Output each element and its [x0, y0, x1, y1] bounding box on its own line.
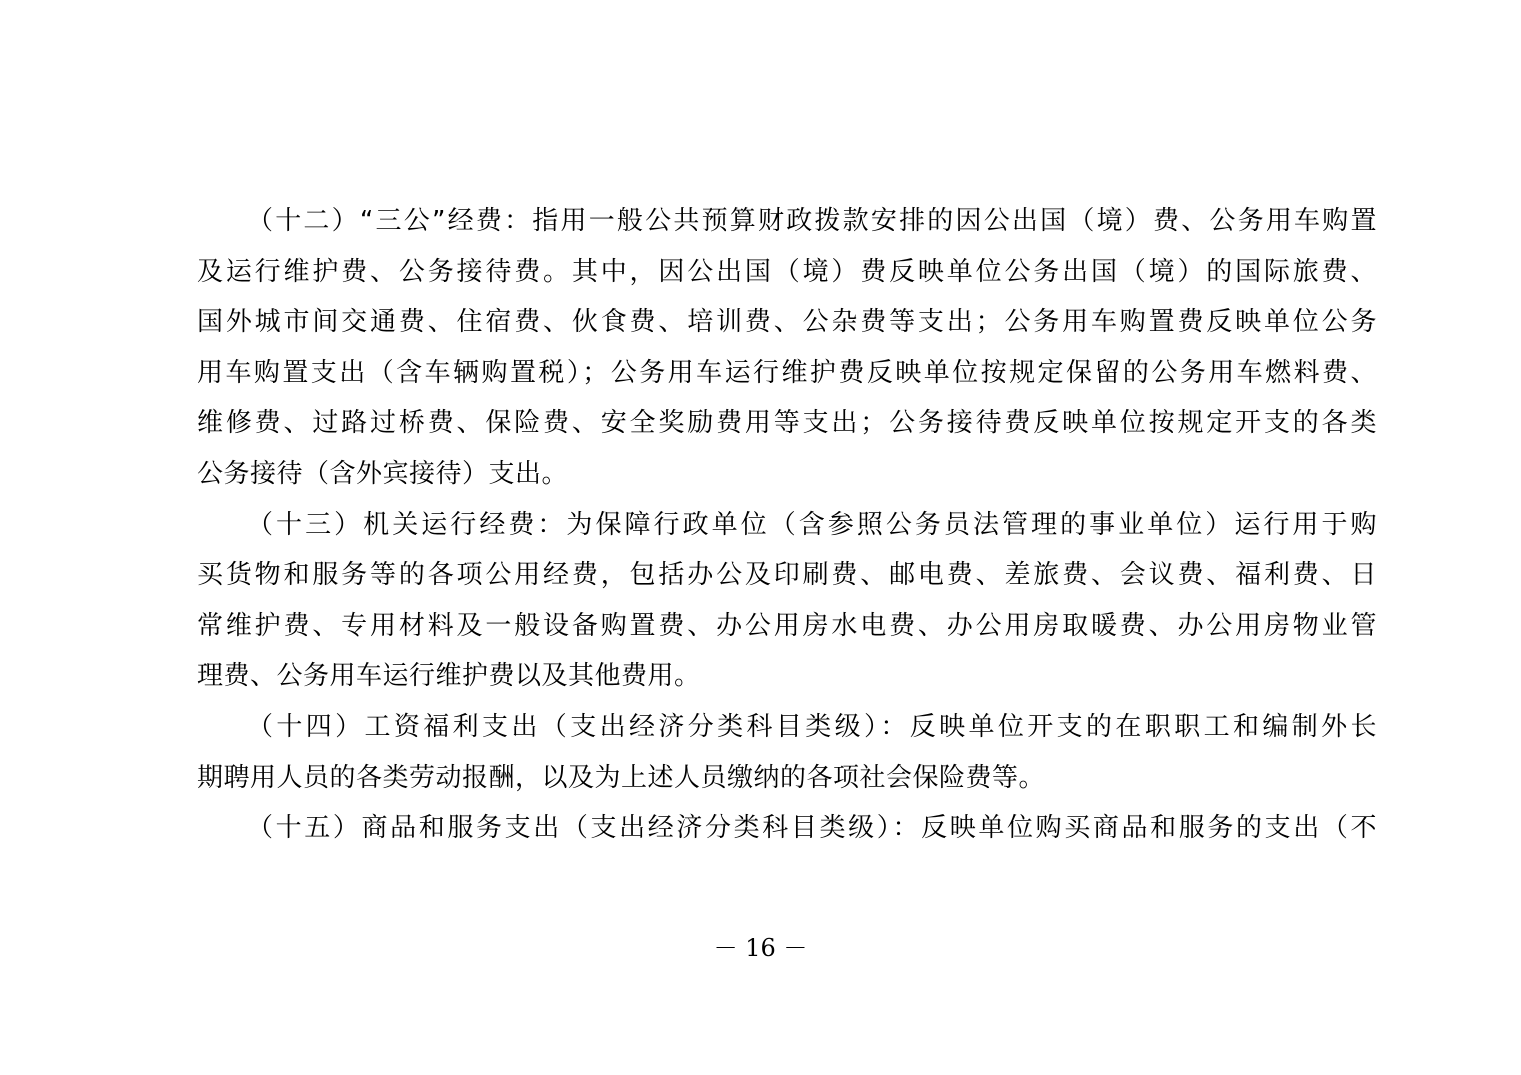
text-line: （十二）“三公”经费：指用一般公共预算财政拨款安排的因公出国（境）费、公务用车购置: [247, 206, 1377, 236]
text-line: 用车购置支出（含车辆购置税）；公务用车运行维护费反映单位按规定保留的公务用车燃料费、: [197, 357, 1377, 388]
text-line: 维修费、过路过桥费、保险费、安全奖励费用等支出；公务接待费反映单位按规定开支的各类: [197, 408, 1377, 439]
text-line: 国外城市间交通费、住宿费、伙食费、培训费、公杂费等支出；公务用车购置费反映单位公务: [197, 307, 1377, 338]
text-line: 买货物和服务等的各项公用经费，包括办公及印刷费、邮电费、差旅费、会议费、福利费、日: [197, 560, 1377, 591]
text-line: 及运行维护费、公务接待费。其中，因公出国（境）费反映单位公务出国（境）的国际旅费、: [197, 256, 1377, 287]
text-line: 理费、公务用车运行维护费以及其他费用。: [197, 661, 701, 692]
document-body: [197, 196, 1377, 854]
text-line: （十五）商品和服务支出（支出经济分类科目类级）：反映单位购买商品和服务的支出（不: [247, 813, 1377, 844]
text-line: （十三）机关运行经费：为保障行政单位（含参照公务员法管理的事业单位）运行用于购: [247, 509, 1377, 540]
text-line: 公务接待（含外宾接待）支出。: [197, 458, 569, 489]
text-line: （十四）工资福利支出（支出经济分类科目类级）：反映单位开支的在职职工和编制外长: [247, 711, 1377, 742]
page-number: － 16 －: [713, 934, 808, 962]
text-line: 期聘用人员的各类劳动报酬，以及为上述人员缴纳的各项社会保险费等。: [197, 762, 1046, 793]
text-line: 常维护费、专用材料及一般设备购置费、办公用房水电费、办公用房取暖费、办公用房物业管: [197, 610, 1377, 641]
